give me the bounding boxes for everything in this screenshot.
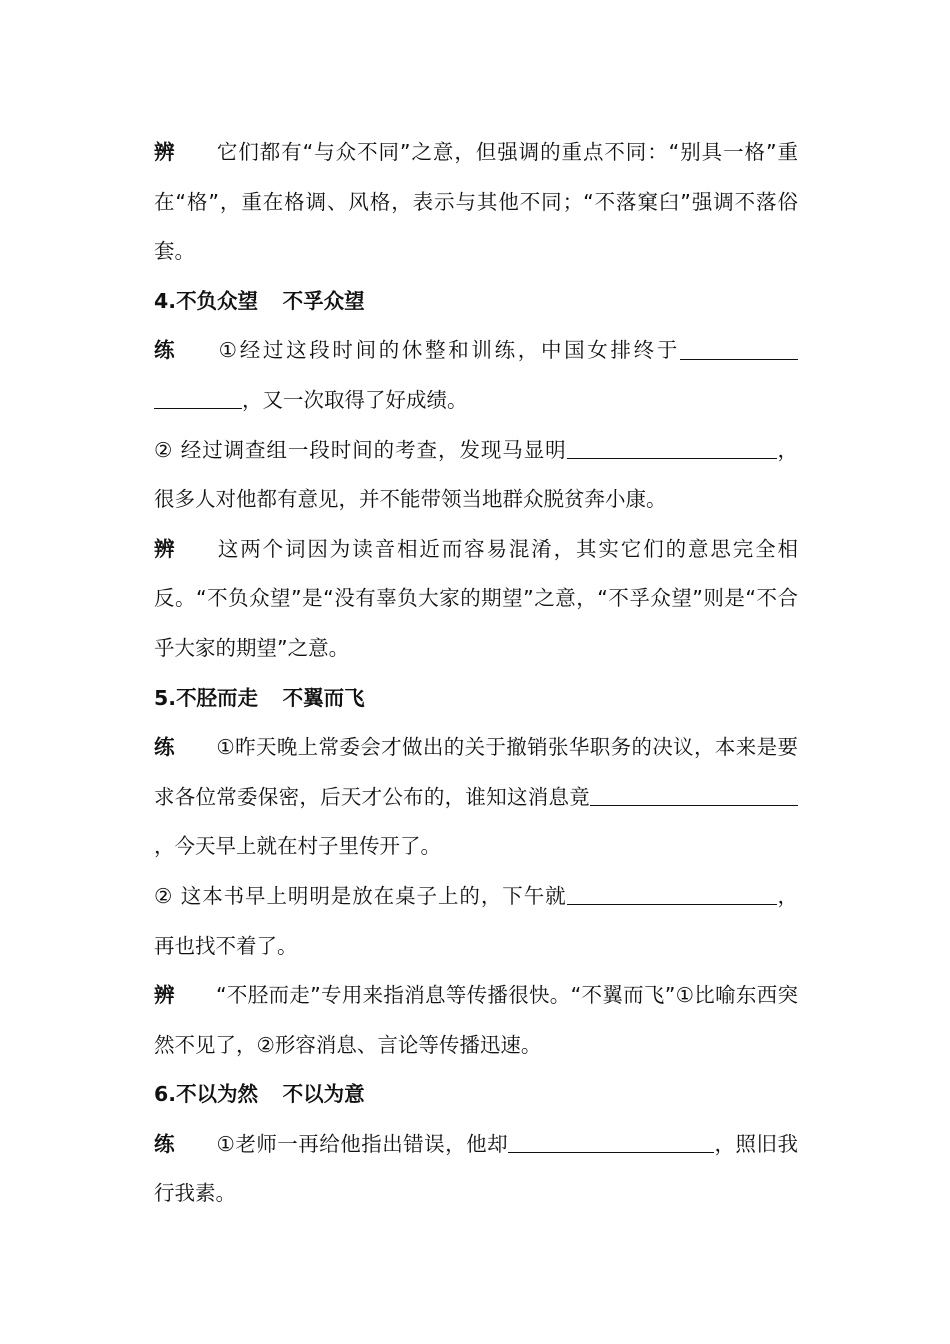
question-text-after: ，今天早上就在村子里传开了。 <box>154 834 441 859</box>
lian-question-6-1 <box>154 1120 798 1219</box>
lian-question-5-2 <box>154 872 798 971</box>
lian-label: 练 <box>154 735 175 760</box>
bian-text: 它们都有“与众不同”之意，但强调的重点不同：“别具一格”重在“格”，重在格调、风格，表示与其他不同；“不落窠臼”强调不落俗套。 <box>154 140 798 264</box>
lian-question-4-2 <box>154 426 798 525</box>
question-text: ② 经过调查组一段时间的考查，发现马显明 <box>154 437 567 462</box>
question-text: ①老师一再给他指出错误，他却 <box>216 1131 509 1156</box>
heading-number: 6. <box>154 1082 177 1107</box>
answer-blank-continued[interactable] <box>154 387 242 410</box>
lian-label: 练 <box>154 1131 175 1156</box>
bian-paragraph-5 <box>154 971 798 1070</box>
question-text-after: ，很多人对他都有意见，并不能带领当地群众脱贫奔小康。 <box>154 437 798 512</box>
answer-blank[interactable] <box>508 1131 714 1154</box>
heading-word-1: 不以为然 <box>176 1082 259 1107</box>
section-heading-6 <box>154 1070 798 1120</box>
answer-blank-continued[interactable] <box>763 437 777 460</box>
question-text-after: ，照旧我行我素。 <box>154 1131 798 1206</box>
bian-label: 辨 <box>154 983 175 1008</box>
bian-label: 辨 <box>154 536 175 561</box>
heading-word-2: 不以为意 <box>282 1082 365 1107</box>
heading-word-1: 不负众望 <box>176 288 259 313</box>
bian-text: “不胫而走”专用来指消息等传播很快。“不翼而飞”①比喻东西突然不见了，②形容消息、言论等传播迅速。 <box>154 983 798 1057</box>
bian-paragraph-4 <box>154 525 798 674</box>
question-text: ①经过这段时间的休整和训练，中国女排终于 <box>216 338 680 363</box>
answer-blank-continued[interactable] <box>682 784 798 807</box>
section-heading-5 <box>154 674 798 724</box>
lian-label: 练 <box>154 338 175 363</box>
heading-number: 5. <box>154 685 177 710</box>
section-heading-4 <box>154 277 798 327</box>
question-text: ①昨天晚上常委会才做出的关于撤销张华职务的决议，本来是要求各位常委保密，后天才公布的，谁知这消息竟 <box>154 735 798 809</box>
answer-blank[interactable] <box>590 784 682 807</box>
answer-blank[interactable] <box>567 883 763 906</box>
bian-label: 辨 <box>154 140 175 164</box>
question-text-after: ，再也找不着了。 <box>154 883 798 958</box>
document-page <box>154 128 798 1219</box>
question-text-after: ，又一次取得了好成绩。 <box>242 387 468 412</box>
lian-question-5-1 <box>154 723 798 872</box>
question-text: ② 这本书早上明明是放在桌子上的，下午就 <box>154 883 567 908</box>
bian-text: 这两个词因为读音相近而容易混淆，其实它们的意思完全相反。“不负众望”是“没有辜负大家的期望”之意，“不孚众望”则是“不合乎大家的期望”之意。 <box>154 536 798 660</box>
heading-word-1: 不胫而走 <box>176 685 259 710</box>
answer-blank[interactable] <box>680 337 798 360</box>
heading-word-2: 不翼而飞 <box>282 685 365 710</box>
answer-blank-continued[interactable] <box>763 883 777 906</box>
heading-number: 4. <box>154 288 177 313</box>
answer-blank[interactable] <box>567 437 763 460</box>
heading-word-2: 不孚众望 <box>282 288 365 313</box>
bian-paragraph-3 <box>154 128 798 277</box>
lian-question-4-1 <box>154 326 798 425</box>
